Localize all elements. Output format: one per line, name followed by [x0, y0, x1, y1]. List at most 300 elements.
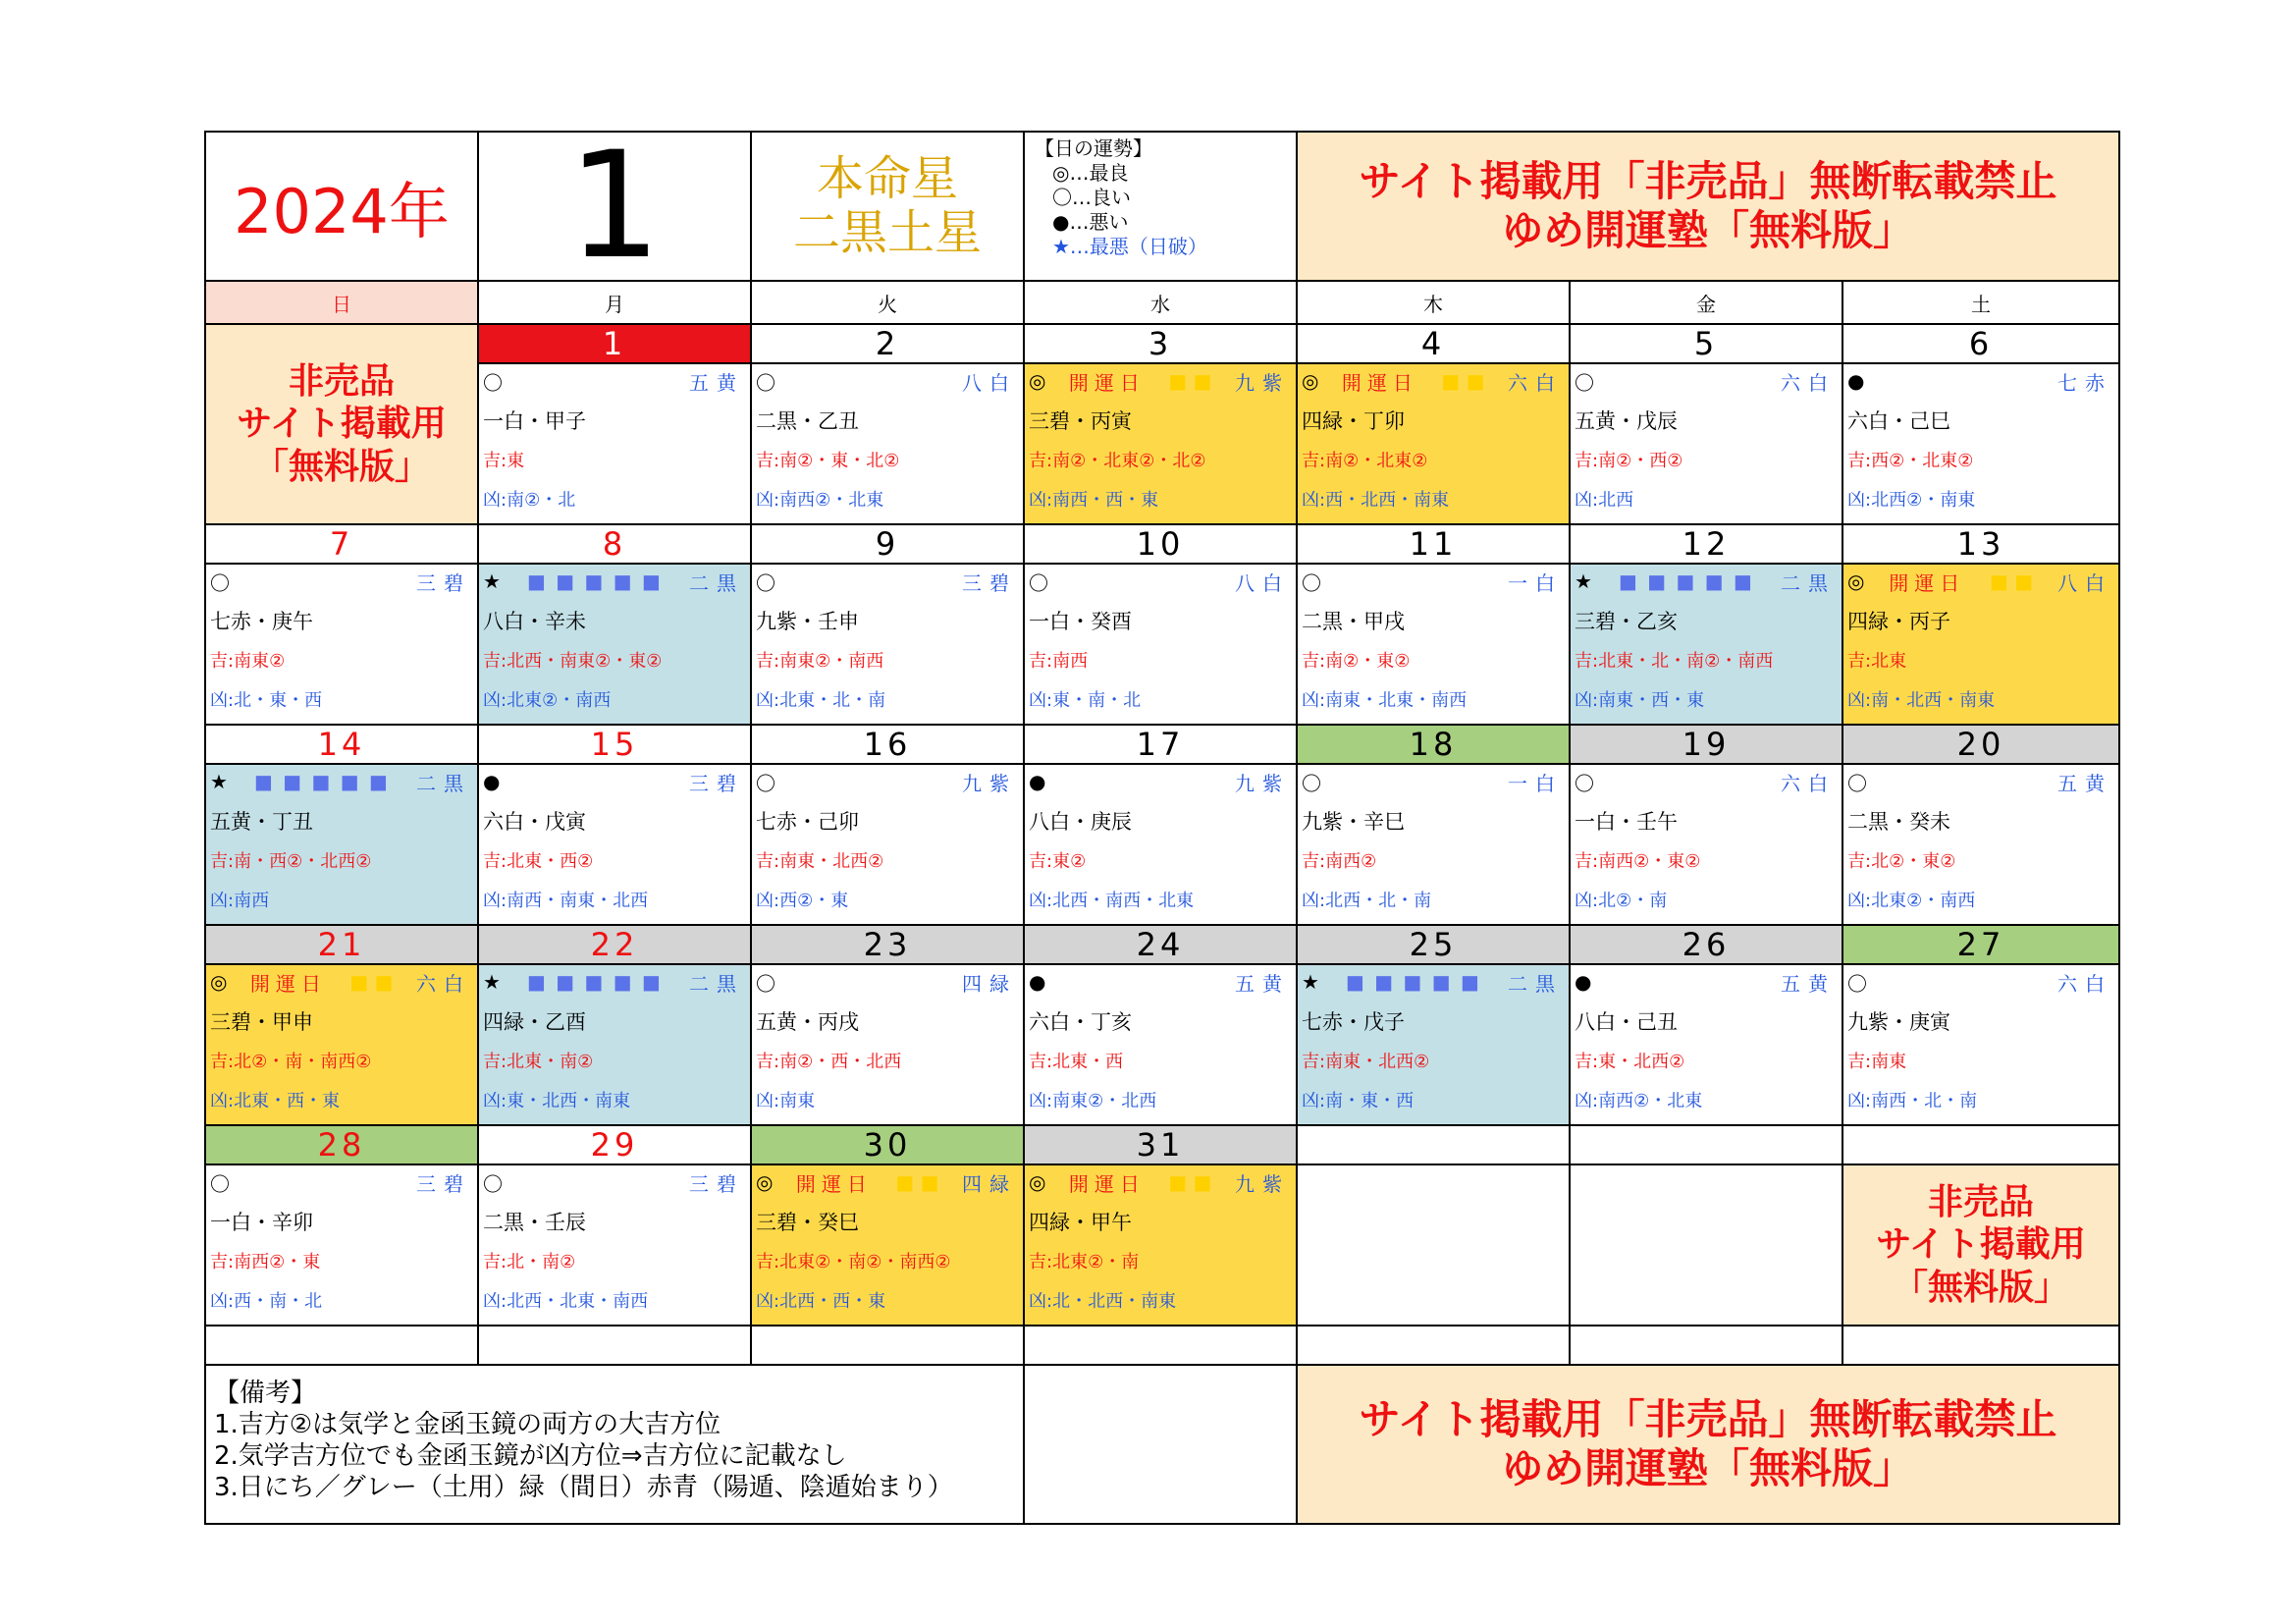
day-number: 30	[751, 1125, 1024, 1164]
day-cell	[1024, 1164, 1297, 1326]
kaiun-squares: ■ ■	[1441, 369, 1485, 393]
day-kanshi: 三碧・癸巳	[756, 1211, 859, 1234]
day-star: 六白	[1781, 370, 1836, 395]
day-star: 六白	[2057, 971, 2112, 996]
calendar-table	[204, 131, 2120, 1525]
day-kanshi: 四緑・丁卯	[1302, 409, 1405, 433]
day-kanshi: 一白・壬午	[1575, 810, 1678, 834]
lucky-directions: 吉:南②・東・北②	[756, 451, 900, 471]
unlucky-directions: 凶:北西・南西・北東	[1029, 891, 1195, 911]
day-star: 三碧	[416, 570, 471, 595]
fortune-mark: ★	[483, 970, 501, 994]
day-kanshi: 六白・丁亥	[1029, 1010, 1132, 1034]
day-star: 五黄	[689, 370, 744, 395]
day-cell-content	[1025, 765, 1296, 924]
legend-item-good: 〇…良い	[1052, 186, 1131, 209]
notes-item-2: 2.気学吉方位でも金函玉鏡が凶方位⇒吉方位に記載なし	[214, 1441, 847, 1471]
day-number: 18	[1297, 725, 1570, 764]
fortune-mark: 〇	[1575, 370, 1594, 395]
day-fortune-row	[1029, 1169, 1290, 1195]
fortune-mark: 〇	[756, 971, 775, 996]
day-number: 19	[1570, 725, 1842, 764]
unlucky-directions: 凶:東・南・北	[1029, 690, 1142, 711]
day-kanshi: 八白・辛未	[483, 610, 586, 633]
day-cell-content	[752, 364, 1023, 523]
lucky-directions: 吉:北東②・南	[1029, 1252, 1140, 1272]
day-cell-content	[1843, 965, 2118, 1124]
unlucky-directions: 凶:南東・西・東	[1575, 690, 1705, 711]
day-cell	[1842, 964, 2119, 1125]
kaiun-label: 開運日	[1068, 370, 1146, 395]
day-number: 23	[751, 925, 1024, 964]
day-body-row	[205, 363, 2119, 524]
fortune-mark: ●	[1575, 970, 1592, 994]
blank-cell	[1297, 1326, 1570, 1365]
day-number: 22	[478, 925, 751, 964]
day-cell	[205, 964, 478, 1125]
day-star: 二黒	[415, 771, 471, 795]
day-fortune-row	[483, 1169, 744, 1195]
day-fortune-row	[1575, 769, 1836, 794]
fortune-mark: ★	[210, 770, 228, 793]
day-fortune-row	[1575, 368, 1836, 394]
day-star: 九紫	[1234, 370, 1290, 395]
day-cell	[1842, 363, 2119, 524]
kaiun-label: 開運日	[1889, 570, 1966, 595]
worst-day-squares: ■ ■ ■ ■ ■	[1346, 970, 1481, 994]
fortune-mark: 〇	[1847, 771, 1867, 795]
day-kanshi: 二黒・壬辰	[483, 1211, 586, 1234]
day-star: 二黒	[1507, 971, 1563, 996]
lucky-directions: 吉:北東②・南②・南西②	[756, 1252, 951, 1272]
blank-cell	[751, 1326, 1024, 1365]
day-fortune-row	[210, 1169, 471, 1195]
fortune-mark: 〇	[1029, 570, 1048, 595]
fortune-mark: ★	[1302, 970, 1319, 994]
notes-title: 【備考】	[214, 1379, 317, 1408]
blank-row	[205, 1326, 2119, 1365]
day-cell-content	[206, 965, 477, 1124]
unlucky-directions: 凶:北・東・西	[210, 690, 323, 711]
unlucky-directions: 凶:南西・北・南	[1847, 1091, 1978, 1111]
day-cell-content	[1025, 965, 1296, 1124]
day-body-row	[205, 964, 2119, 1125]
day-cell-content	[479, 1165, 750, 1325]
day-cell-content	[479, 965, 750, 1124]
fortune-mark: ★	[1575, 569, 1592, 593]
lucky-directions: 吉:南東	[1847, 1052, 1907, 1072]
blank-cell	[1024, 1326, 1297, 1365]
day-cell	[1297, 363, 1570, 524]
day-number: 5	[1570, 324, 1842, 363]
unlucky-directions: 凶:西・北西・南東	[1302, 490, 1450, 511]
day-star: 一白	[1508, 771, 1563, 795]
day-kanshi: 三碧・丙寅	[1029, 409, 1132, 433]
notes-box	[205, 1365, 1024, 1524]
unlucky-directions: 凶:北西・北東・南西	[483, 1291, 649, 1312]
day-kanshi: 一白・辛卯	[210, 1211, 313, 1234]
day-cell-content	[1298, 965, 1569, 1124]
kaiun-label: 開運日	[1068, 1171, 1146, 1196]
day-kanshi: 一白・甲子	[483, 409, 586, 433]
footer-warning-line2: ゆめ開運塾「無料版」	[1501, 1444, 1914, 1492]
day-cell	[1842, 564, 2119, 725]
year-label: 2024年	[205, 132, 478, 281]
unlucky-directions: 凶:北東②・南西	[1847, 891, 1976, 911]
day-cell-empty	[1297, 1164, 1570, 1326]
day-kanshi: 六白・己巳	[1847, 409, 1950, 433]
day-kanshi: 五黄・丙戌	[756, 1010, 859, 1034]
day-cell-content	[1843, 565, 2118, 724]
fortune-mark: 〇	[1575, 771, 1594, 795]
unlucky-directions: 凶:北②・南	[1575, 891, 1668, 911]
day-cell	[1570, 964, 1842, 1125]
day-cell	[1024, 564, 1297, 725]
day-fortune-row	[483, 969, 744, 995]
day-number: 6	[1842, 324, 2119, 363]
notes-item-1: 1.吉方②は気学と金函玉鏡の両方の大吉方位	[214, 1410, 721, 1439]
weekday-tue: 火	[751, 281, 1024, 324]
day-cell-content	[752, 965, 1023, 1124]
fortune-mark: ◎	[1029, 1170, 1046, 1194]
lucky-directions: 吉:北②・南・南西②	[210, 1052, 372, 1072]
day-cell	[478, 1164, 751, 1326]
side-note-line: サイト掲載用	[1876, 1224, 2086, 1266]
day-number: 14	[205, 725, 478, 764]
day-cell	[478, 363, 751, 524]
lucky-directions: 吉:南西	[1029, 651, 1089, 672]
weekday-fri: 金	[1570, 281, 1842, 324]
day-kanshi: 四緑・甲午	[1029, 1211, 1132, 1234]
legend-item-best: ◎…最良	[1052, 161, 1129, 185]
day-body-row	[205, 1164, 2119, 1326]
day-cell-content	[1571, 565, 1842, 724]
day-number: 24	[1024, 925, 1297, 964]
day-fortune-row	[756, 769, 1017, 794]
lucky-directions: 吉:南東・北西②	[1302, 1052, 1430, 1072]
kaiun-squares: ■ ■	[1168, 369, 1212, 393]
day-number: 17	[1024, 725, 1297, 764]
fortune-mark: 〇	[1302, 570, 1321, 595]
day-star: 三碧	[689, 1171, 744, 1196]
day-number: 1	[478, 324, 751, 363]
day-cell-content	[1571, 965, 1842, 1124]
day-kanshi: 二黒・乙丑	[756, 409, 859, 433]
day-cell-content	[1025, 565, 1296, 724]
fortune-mark: ★	[483, 569, 501, 593]
day-kanshi: 七赤・庚午	[210, 610, 313, 633]
day-number-empty	[1570, 1125, 1842, 1164]
day-number: 9	[751, 524, 1024, 564]
day-cell-content	[752, 1165, 1023, 1325]
legend-item-bad: ●…悪い	[1052, 210, 1129, 234]
day-fortune-row	[756, 568, 1017, 594]
day-cell-content	[479, 565, 750, 724]
side-note-line: 「無料版」	[1892, 1267, 2069, 1308]
lucky-directions: 吉:東・北西②	[1575, 1052, 1685, 1072]
side-note-top	[205, 324, 478, 524]
day-cell-content	[1025, 1165, 1296, 1325]
unlucky-directions: 凶:北西②・南東	[1847, 490, 1976, 511]
unlucky-directions: 凶:北東②・南西	[483, 690, 612, 711]
day-star: 四緑	[961, 1171, 1017, 1196]
day-fortune-row	[483, 769, 744, 794]
day-cell-content	[1298, 565, 1569, 724]
lucky-directions: 吉:西②・北東②	[1847, 451, 1974, 471]
unlucky-directions: 凶:南西②・北東	[756, 490, 884, 511]
lucky-directions: 吉:南②・北東②・北②	[1029, 451, 1206, 471]
day-cell	[1024, 764, 1297, 925]
day-cell	[205, 1164, 478, 1326]
day-cell-content	[479, 765, 750, 924]
day-fortune-row	[483, 368, 744, 394]
footer-warning-line1: サイト掲載用「非売品」無断転載禁止	[1359, 1394, 2057, 1443]
fortune-mark: ●	[1029, 970, 1046, 994]
day-star: 八白	[1235, 570, 1290, 595]
unlucky-directions: 凶:東・北西・南東	[483, 1091, 631, 1111]
lucky-directions: 吉:南東②・南西	[756, 651, 884, 672]
day-kanshi: 七赤・戊子	[1302, 1010, 1405, 1034]
day-kanshi: 二黒・癸未	[1847, 810, 1950, 834]
lucky-directions: 吉:北東・西	[1029, 1052, 1124, 1072]
unlucky-directions: 凶:西・南・北	[210, 1291, 323, 1312]
side-note-line: 非売品	[288, 361, 395, 403]
day-number: 16	[751, 725, 1024, 764]
day-fortune-row	[1302, 769, 1563, 794]
side-note-line: 「無料版」	[252, 446, 430, 487]
lucky-directions: 吉:東	[483, 451, 525, 471]
fortune-mark: ●	[483, 770, 501, 793]
unlucky-directions: 凶:北西・北・南	[1302, 891, 1432, 911]
side-note-line: サイト掲載用	[237, 404, 447, 445]
day-cell	[751, 363, 1024, 524]
kaiun-label: 開運日	[249, 971, 327, 996]
day-kanshi: 四緑・丙子	[1847, 610, 1950, 633]
day-fortune-row	[1302, 568, 1563, 594]
honmei-star	[751, 132, 1024, 281]
day-cell-content	[1298, 765, 1569, 924]
day-kanshi: 四緑・乙酉	[483, 1010, 586, 1034]
lucky-directions: 吉:東②	[1029, 851, 1087, 872]
day-number: 27	[1842, 925, 2119, 964]
day-fortune-row	[1029, 368, 1290, 394]
day-cell	[1297, 564, 1570, 725]
day-fortune-row	[1847, 368, 2112, 394]
day-number-row	[205, 725, 2119, 764]
kaiun-label: 開運日	[795, 1171, 873, 1196]
day-star: 四緑	[962, 971, 1017, 996]
day-star: 九紫	[962, 771, 1017, 795]
day-kanshi: 三碧・甲申	[210, 1010, 313, 1034]
fortune-mark: ◎	[1302, 369, 1319, 393]
day-fortune-row	[1029, 568, 1290, 594]
unlucky-directions: 凶:西②・東	[756, 891, 849, 911]
day-cell	[478, 964, 751, 1125]
lucky-directions: 吉:北東	[1847, 651, 1907, 672]
unlucky-directions: 凶:南西②・北東	[1575, 1091, 1703, 1111]
day-cell-content	[1025, 364, 1296, 523]
day-fortune-row	[1575, 568, 1836, 594]
unlucky-directions: 凶:北・北西・南東	[1029, 1291, 1177, 1312]
day-cell-content	[1843, 364, 2118, 523]
day-cell	[478, 764, 751, 925]
blank-cell	[1024, 1365, 1297, 1524]
worst-day-squares: ■ ■ ■ ■ ■	[527, 569, 663, 593]
day-fortune-row	[756, 368, 1017, 394]
day-cell	[751, 964, 1024, 1125]
unlucky-directions: 凶:南東②・北西	[1029, 1091, 1157, 1111]
kaiun-label: 開運日	[1341, 370, 1418, 395]
day-cell-content	[1571, 765, 1842, 924]
day-number-row	[205, 324, 2119, 363]
day-cell-content	[479, 364, 750, 523]
fortune-mark: ◎	[1847, 569, 1865, 593]
day-fortune-row	[756, 969, 1017, 995]
fortune-mark: ◎	[1029, 369, 1046, 393]
day-cell-content	[1843, 765, 2118, 924]
day-number: 20	[1842, 725, 2119, 764]
day-star: 二黒	[1780, 570, 1836, 595]
unlucky-directions: 凶:北東・北・南	[756, 690, 886, 711]
day-kanshi: 九紫・辛巳	[1302, 810, 1405, 834]
lucky-directions: 吉:南西②・東②	[1575, 851, 1701, 872]
day-number-row	[205, 1125, 2119, 1164]
blank-cell	[478, 1326, 751, 1365]
day-star: 三碧	[962, 570, 1017, 595]
month-number: 1	[478, 132, 751, 281]
day-number-row	[205, 524, 2119, 564]
day-number: 29	[478, 1125, 751, 1164]
day-number: 15	[478, 725, 751, 764]
warning-line2: ゆめ開運塾「無料版」	[1501, 206, 1914, 254]
warning-line1: サイト掲載用「非売品」無断転載禁止	[1359, 156, 2057, 205]
day-number: 25	[1297, 925, 1570, 964]
day-fortune-row	[1847, 568, 2112, 594]
honmei-line1: 本命星	[816, 150, 958, 206]
kaiun-squares: ■ ■	[349, 970, 394, 994]
fortune-mark: 〇	[483, 1171, 503, 1196]
day-star: 八白	[2057, 570, 2112, 595]
day-fortune-row	[1847, 969, 2112, 995]
lucky-directions: 吉:南②・西・北西	[756, 1052, 902, 1072]
lucky-directions: 吉:南②・北東②	[1302, 451, 1428, 471]
fortune-mark: ◎	[210, 970, 228, 994]
day-star: 三碧	[688, 771, 744, 795]
day-fortune-row	[756, 1169, 1017, 1195]
lucky-directions: 吉:北東・西②	[483, 851, 594, 872]
day-kanshi: 一白・癸酉	[1029, 610, 1132, 633]
blank-cell	[1570, 1326, 1842, 1365]
day-cell-content	[752, 565, 1023, 724]
worst-day-squares: ■ ■ ■ ■ ■	[1619, 569, 1754, 593]
day-cell	[751, 764, 1024, 925]
day-star: 七赤	[2056, 370, 2112, 395]
fortune-mark: ●	[1029, 770, 1046, 793]
fortune-mark: 〇	[1847, 971, 1867, 996]
day-number: 3	[1024, 324, 1297, 363]
day-number: 13	[1842, 524, 2119, 564]
calendar-weeks	[205, 324, 2119, 1326]
unlucky-directions: 凶:南西・南東・北西	[483, 891, 649, 911]
day-kanshi: 八白・庚辰	[1029, 810, 1132, 834]
day-star: 九紫	[1234, 771, 1290, 795]
unlucky-directions: 凶:南東・北東・南西	[1302, 690, 1468, 711]
day-cell	[1024, 964, 1297, 1125]
legend-item-worst: ★…最悪（日破）	[1052, 235, 1207, 258]
unlucky-directions: 凶:北西・西・東	[756, 1291, 886, 1312]
day-cell-empty	[1570, 1164, 1842, 1326]
fortune-mark: 〇	[756, 771, 775, 795]
lucky-directions: 吉:北東・南②	[483, 1052, 594, 1072]
fortune-mark: 〇	[210, 1171, 230, 1196]
day-cell-content	[1571, 364, 1842, 523]
day-fortune-row	[1029, 769, 1290, 794]
day-fortune-row	[1302, 969, 1563, 995]
day-fortune-row	[1302, 368, 1563, 394]
lucky-directions: 吉:南・西②・北西②	[210, 851, 372, 872]
day-fortune-row	[1029, 969, 1290, 995]
kaiun-squares: ■ ■	[895, 1170, 939, 1194]
day-number: 21	[205, 925, 478, 964]
day-cell	[205, 764, 478, 925]
day-number-row	[205, 925, 2119, 964]
day-number-empty	[1842, 1125, 2119, 1164]
day-number: 10	[1024, 524, 1297, 564]
worst-day-squares: ■ ■ ■ ■ ■	[527, 970, 663, 994]
day-cell	[205, 564, 478, 725]
day-fortune-row	[483, 568, 744, 594]
day-number: 11	[1297, 524, 1570, 564]
day-star: 五黄	[2057, 771, 2112, 795]
day-number: 26	[1570, 925, 1842, 964]
day-cell	[1297, 964, 1570, 1125]
day-star: 六白	[1507, 370, 1563, 395]
lucky-directions: 吉:南②・東②	[1302, 651, 1411, 672]
day-kanshi: 九紫・庚寅	[1847, 1010, 1950, 1034]
unlucky-directions: 凶:南・北西・南東	[1847, 690, 1996, 711]
worst-day-squares: ■ ■ ■ ■ ■	[254, 770, 390, 793]
weekday-thu: 木	[1297, 281, 1570, 324]
day-cell-content	[206, 565, 477, 724]
day-kanshi: 七赤・己卯	[756, 810, 859, 834]
warning-banner-bottom	[1297, 1365, 2119, 1524]
legend	[1024, 132, 1297, 281]
day-star: 六白	[415, 971, 471, 996]
lucky-directions: 吉:南西②・東	[210, 1252, 321, 1272]
weekday-mon: 月	[478, 281, 751, 324]
day-cell	[1570, 363, 1842, 524]
day-kanshi: 五黄・丁丑	[210, 810, 313, 834]
lucky-directions: 吉:南②・西②	[1575, 451, 1683, 471]
day-kanshi: 八白・己丑	[1575, 1010, 1678, 1034]
lucky-directions: 吉:南西②	[1302, 851, 1377, 872]
fortune-mark: 〇	[756, 570, 775, 595]
fortune-mark: ◎	[756, 1170, 774, 1194]
day-star: 二黒	[688, 570, 744, 595]
lucky-directions: 吉:南東②	[210, 651, 286, 672]
day-number: 31	[1024, 1125, 1297, 1164]
warning-banner-top	[1297, 132, 2119, 281]
day-number-empty	[1297, 1125, 1570, 1164]
day-fortune-row	[1847, 769, 2112, 794]
day-cell	[1297, 764, 1570, 925]
weekday-row	[205, 281, 2119, 324]
day-cell-content	[206, 1165, 477, 1325]
weekday-sat: 土	[1842, 281, 2119, 324]
day-star: 八白	[962, 370, 1017, 395]
day-star: 一白	[1508, 570, 1563, 595]
day-kanshi: 三碧・乙亥	[1575, 610, 1678, 633]
